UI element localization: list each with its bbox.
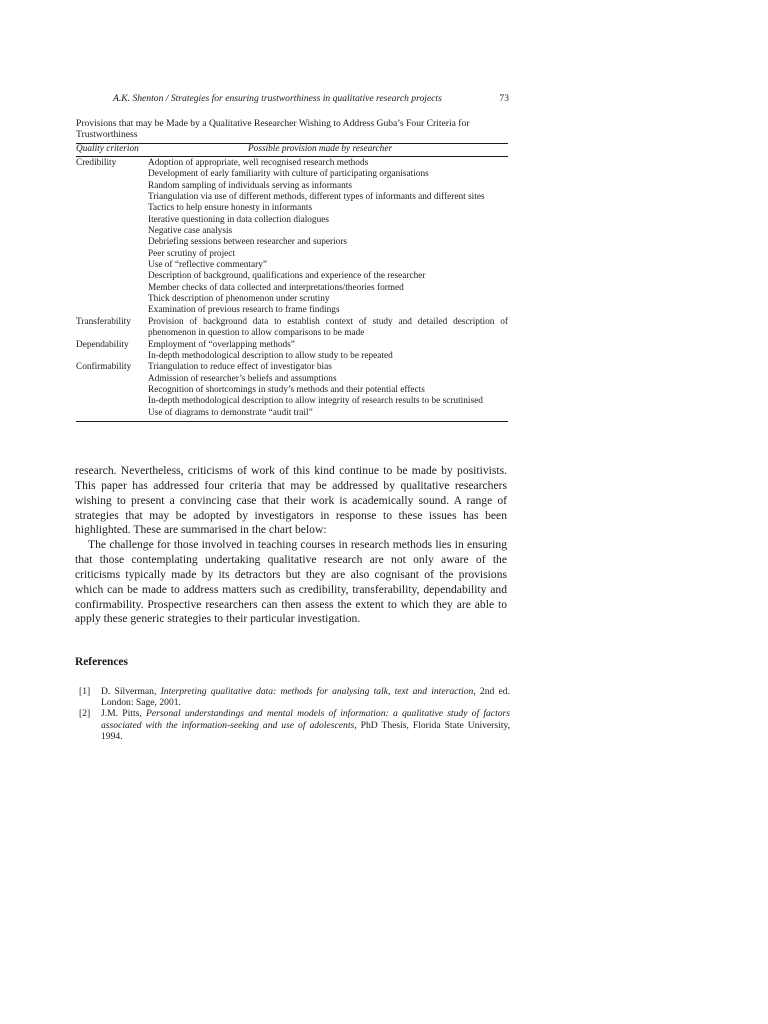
provision-item: Thick description of phenomenon under scrutiny bbox=[148, 294, 330, 305]
provision-item: Peer scrutiny of project bbox=[148, 248, 235, 259]
provision-item: In-depth methodological description to allow study to be repeated bbox=[148, 350, 393, 361]
provision-item: Admission of researcher’s beliefs and assumptions bbox=[148, 373, 337, 384]
provision-item: In-depth methodological description to allow integrity of research results to be scrutinised bbox=[148, 396, 483, 407]
table-row-group bbox=[76, 362, 508, 419]
table-row-group bbox=[76, 317, 508, 340]
provision-item: Random sampling of individuals serving as informants bbox=[148, 180, 352, 191]
provision-item: Adoption of appropriate, well recognised research methods bbox=[148, 158, 369, 168]
provision-item: Employment of “overlapping methods” bbox=[148, 339, 295, 350]
reference-authors: J.M. Pitts, bbox=[101, 708, 146, 720]
criterion-cell: Credibility bbox=[76, 158, 117, 168]
table-body bbox=[76, 157, 508, 421]
page-number: 73 bbox=[499, 93, 509, 104]
reference-details: , 2nd ed. London: Sage, 2001. bbox=[101, 686, 510, 709]
table-header-row bbox=[76, 144, 508, 156]
provision-item: Provision of background data to establish context of study and detailed description of phenomenon in question to allow comparisons to be made bbox=[148, 316, 508, 339]
body-paragraph: research. Nevertheless, criticisms of work of this kind continue to be made by positivists. This paper has addressed four criteria that may be addressed by qualitative researchers wishing to present a convincing case that their work is academically sound. A range of strategies that may be adopted by investigators in response to these issues has been highlighted. These are summarised in the chart below: bbox=[75, 464, 507, 537]
reference-details: , PhD Thesis, Florida State University, 1994. bbox=[101, 719, 510, 742]
table-bottom-rule bbox=[76, 421, 508, 422]
reference-list bbox=[79, 686, 510, 742]
trustworthiness-table bbox=[76, 143, 508, 422]
provision-item: Iterative questioning in data collection dialogues bbox=[148, 214, 329, 225]
provision-item: Use of “reflective commentary” bbox=[148, 260, 267, 271]
provision-cell bbox=[148, 158, 508, 317]
provision-cell bbox=[148, 340, 508, 363]
table-row-group bbox=[76, 340, 508, 363]
running-head-title: A.K. Shenton / Strategies for ensuring trustworthiness in qualitative research projects bbox=[113, 93, 442, 104]
reference-item bbox=[79, 708, 510, 742]
reference-title: Interpreting qualitative data: methods for analysing talk, text and interaction bbox=[160, 686, 474, 697]
reference-text bbox=[101, 686, 510, 708]
provision-item: Description of background, qualifications and experience of the researcher bbox=[148, 271, 426, 282]
references-heading: References bbox=[75, 656, 128, 668]
provision-item: Triangulation to reduce effect of investigator bias bbox=[148, 362, 332, 373]
body-paragraph: The challenge for those involved in teaching courses in research methods lies in ensuring that those contemplating undertaking qualitative research are not only aware of the criticisms typically made by its detractors but they are also cognisant of the provisions which can be made to address matters such as credibility, transferability, dependability and confirmability. Prospective researchers can then assess the extent to which they are able to apply these generic strategies to their particular investigation. bbox=[75, 538, 507, 626]
criterion-cell: Confirmability bbox=[76, 362, 132, 373]
provision-cell bbox=[148, 317, 508, 340]
reference-title: Personal understandings and mental models of information: a qualitative study of factors associated with the information-seeking and use of adolescents bbox=[101, 708, 510, 731]
reference-authors: D. Silverman, bbox=[101, 686, 161, 697]
provision-item: Tactics to help ensure honesty in informants bbox=[148, 203, 313, 214]
reference-number: [1] bbox=[79, 686, 91, 697]
provision-item: Examination of previous research to frame findings bbox=[148, 305, 340, 316]
provision-item: Debriefing sessions between researcher and superiors bbox=[148, 237, 348, 248]
reference-item bbox=[79, 686, 510, 708]
body-text bbox=[75, 464, 507, 627]
table-row-group bbox=[76, 158, 508, 317]
criterion-cell: Transferability bbox=[76, 316, 131, 327]
reference-number: [2] bbox=[79, 708, 91, 720]
provision-item: Triangulation via use of different methods, different types of informants and different sites bbox=[148, 192, 485, 203]
provision-item: Member checks of data collected and interpretations/theories formed bbox=[148, 282, 404, 293]
header-quality-criterion: Quality criterion bbox=[76, 144, 139, 154]
provision-item: Recognition of shortcomings in study’s methods and their potential effects bbox=[148, 384, 425, 395]
reference-text bbox=[101, 708, 510, 742]
criterion-cell: Dependability bbox=[76, 339, 129, 350]
header-possible-provision: Possible provision made by researcher bbox=[248, 144, 393, 154]
table-caption: Provisions that may be Made by a Qualitative Researcher Wishing to Address Guba’s Four Criteria for Trustworthiness bbox=[76, 118, 470, 140]
provision-item: Negative case analysis bbox=[148, 226, 233, 237]
provision-cell bbox=[148, 362, 508, 419]
provision-item: Development of early familiarity with culture of participating organisations bbox=[148, 169, 429, 180]
provision-item: Use of diagrams to demonstrate “audit trail” bbox=[148, 407, 313, 418]
